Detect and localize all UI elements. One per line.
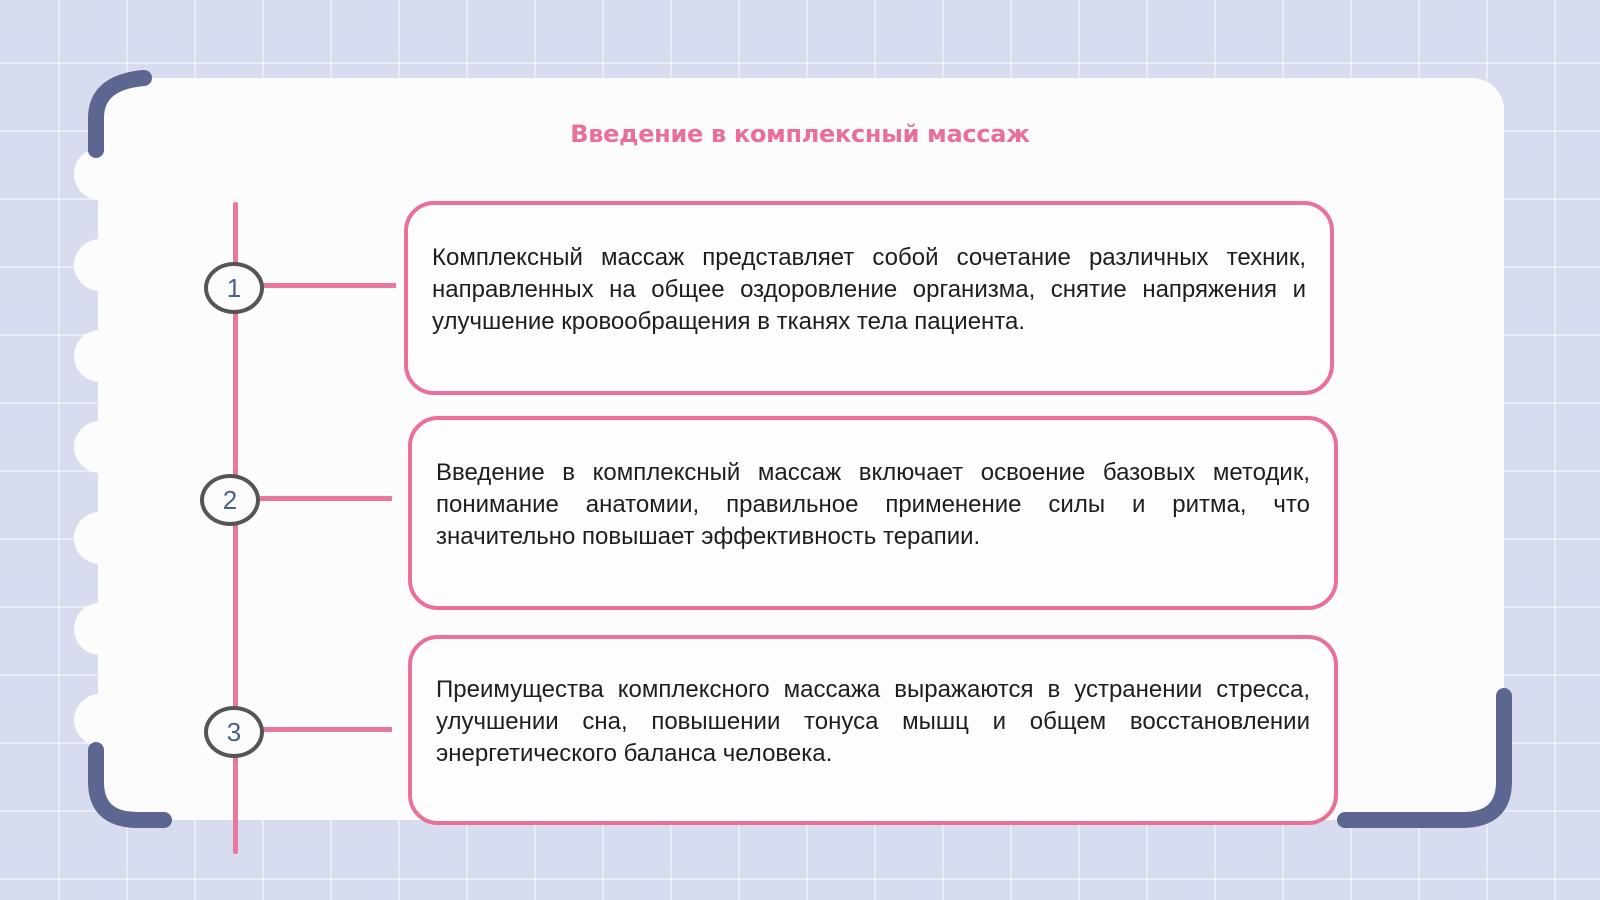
info-card-3: [408, 635, 1338, 825]
step-number: 1: [226, 272, 242, 303]
info-card-1: [404, 201, 1334, 395]
card-text: Преимущества комплексного массажа выражаются в устранении стресса, улучшении сна, повышении тонуса мышц и общем восстановлении энергетического баланса человека.: [436, 676, 1310, 767]
step-marker-3: [204, 706, 264, 758]
connector-line-3: [262, 727, 392, 732]
info-card-2: [408, 416, 1338, 610]
connector-line-1: [262, 283, 396, 288]
slide-title: Введение в комплексный массаж: [570, 120, 1030, 148]
card-text: Комплексный массаж представляет собой сочетание различных техник, направленных на общее оздоровление организма, снятие напряжения и улучшение кровообращения в тканях тела пациента.: [432, 244, 1306, 335]
step-marker-1: [204, 262, 264, 314]
step-marker-2: [200, 474, 260, 526]
connector-line-2: [260, 496, 392, 501]
step-number: 2: [222, 484, 238, 515]
card-text: Введение в комплексный массаж включает освоение базовых методик, понимание анатомии, правильное применение силы и ритма, что значительно повышает эффективность терапии.: [436, 459, 1310, 550]
step-number: 3: [226, 716, 242, 747]
